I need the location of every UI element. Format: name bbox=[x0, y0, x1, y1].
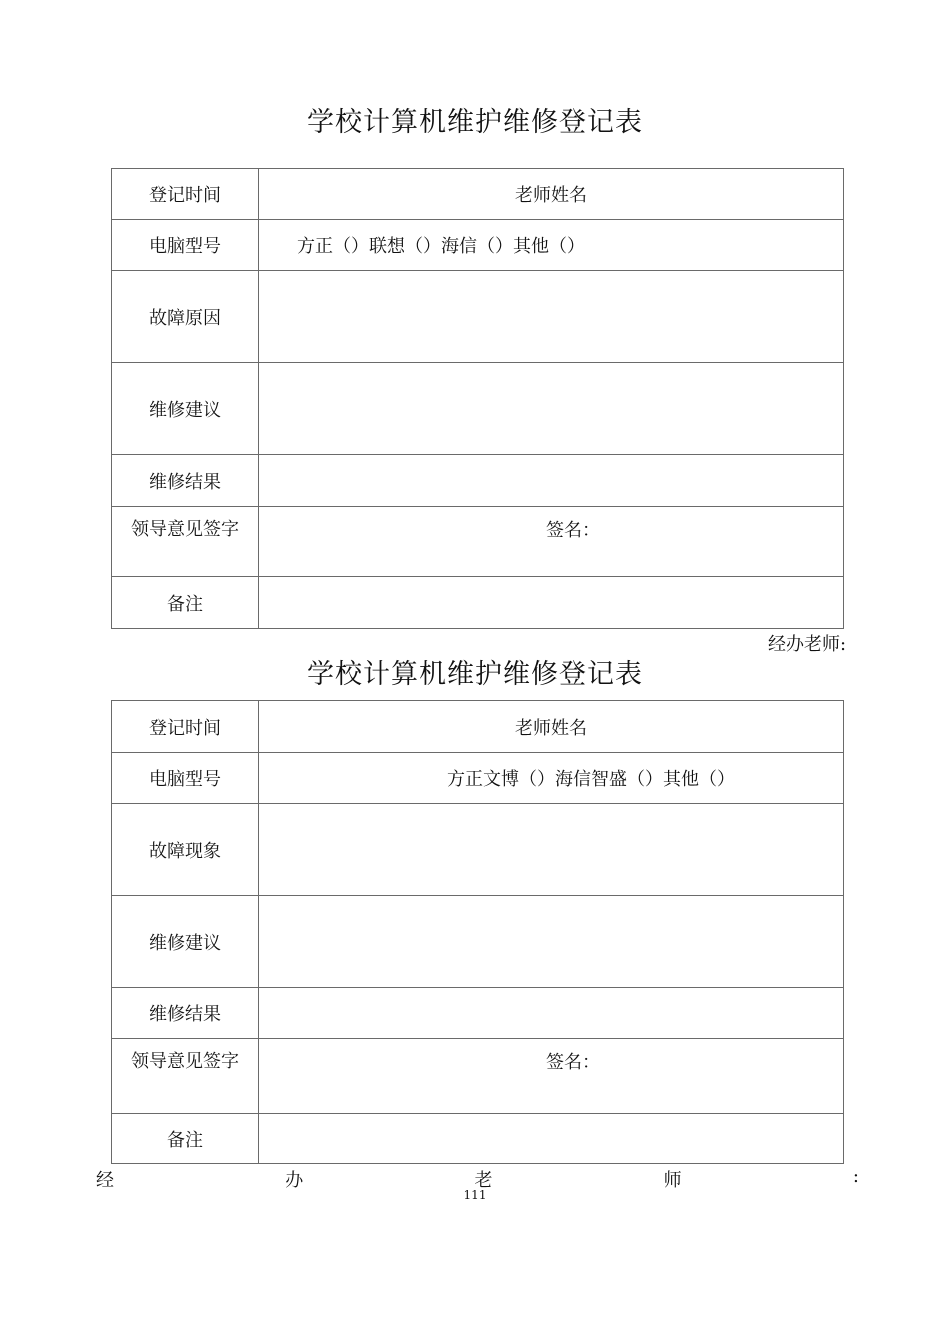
form2-row-suggestion bbox=[112, 896, 844, 988]
form2-remark-label: 备注 bbox=[112, 1114, 259, 1164]
form2-handler-char: : bbox=[852, 1166, 859, 1187]
form2-suggestion-field bbox=[259, 896, 844, 988]
form1-row-fault bbox=[112, 271, 844, 363]
form1-suggestion-field bbox=[259, 363, 844, 455]
form2-leader-label: 领导意见签字 bbox=[112, 1039, 259, 1114]
form1-row-model bbox=[112, 220, 844, 271]
form1-computer-model-label: 电脑型号 bbox=[112, 220, 259, 271]
form2-handler-char: 师 bbox=[663, 1170, 682, 1191]
form1-result-field bbox=[259, 455, 844, 507]
form2-fault-label: 故障现象 bbox=[112, 804, 259, 896]
form2-suggestion-label: 维修建议 bbox=[112, 896, 259, 988]
form1-row-remark bbox=[112, 577, 844, 629]
form2-row-model bbox=[112, 753, 844, 804]
form2-row-fault bbox=[112, 804, 844, 896]
form2-register-time-label: 登记时间 bbox=[112, 701, 259, 753]
form1-handler-label: 经办老师: bbox=[768, 634, 847, 655]
form2-row-leader bbox=[112, 1039, 844, 1114]
form2-remark-field bbox=[259, 1114, 844, 1164]
form2-teacher-name-label: 老师姓名 bbox=[259, 701, 844, 753]
form2-handler-char: 老 bbox=[474, 1170, 493, 1191]
form1-teacher-name-label: 老师姓名 bbox=[259, 169, 844, 220]
form2-row-register bbox=[112, 701, 844, 753]
form2-title: 学校计算机维护维修登记表 bbox=[307, 659, 643, 690]
form2-row-remark bbox=[112, 1114, 844, 1164]
form1-title: 学校计算机维护维修登记表 bbox=[307, 107, 643, 138]
form1-fault-label: 故障原因 bbox=[112, 271, 259, 363]
form2-row-result bbox=[112, 988, 844, 1039]
form1-remark-label: 备注 bbox=[112, 577, 259, 629]
form1-leader-label: 领导意见签字 bbox=[112, 507, 259, 577]
form2-computer-model-options: 方正文博（）海信智盛（）其他（） bbox=[259, 753, 844, 804]
form1-computer-model-options: 方正（）联想（）海信（）其他（） bbox=[259, 220, 844, 271]
form2-table bbox=[111, 700, 844, 1164]
form1-row-register bbox=[112, 169, 844, 220]
form2-result-field bbox=[259, 988, 844, 1039]
form1-fault-field bbox=[259, 271, 844, 363]
form1-result-label: 维修结果 bbox=[112, 455, 259, 507]
form1-register-time-label: 登记时间 bbox=[112, 169, 259, 220]
form2-result-label: 维修结果 bbox=[112, 988, 259, 1039]
form1-row-leader bbox=[112, 507, 844, 577]
form2-handler-char: 办 bbox=[285, 1170, 304, 1191]
form1-row-result bbox=[112, 455, 844, 507]
form1-signature-label: 签名： bbox=[259, 507, 844, 577]
page-number: 111 bbox=[463, 1188, 487, 1202]
form2-signature-label: 签名： bbox=[259, 1039, 844, 1114]
form2-computer-model-label: 电脑型号 bbox=[112, 753, 259, 804]
form1-remark-field bbox=[259, 577, 844, 629]
form2-handler-char: 经 bbox=[96, 1170, 114, 1191]
form1-suggestion-label: 维修建议 bbox=[112, 363, 259, 455]
form1-row-suggestion bbox=[112, 363, 844, 455]
form1-table bbox=[111, 168, 844, 629]
form2-fault-field bbox=[259, 804, 844, 896]
